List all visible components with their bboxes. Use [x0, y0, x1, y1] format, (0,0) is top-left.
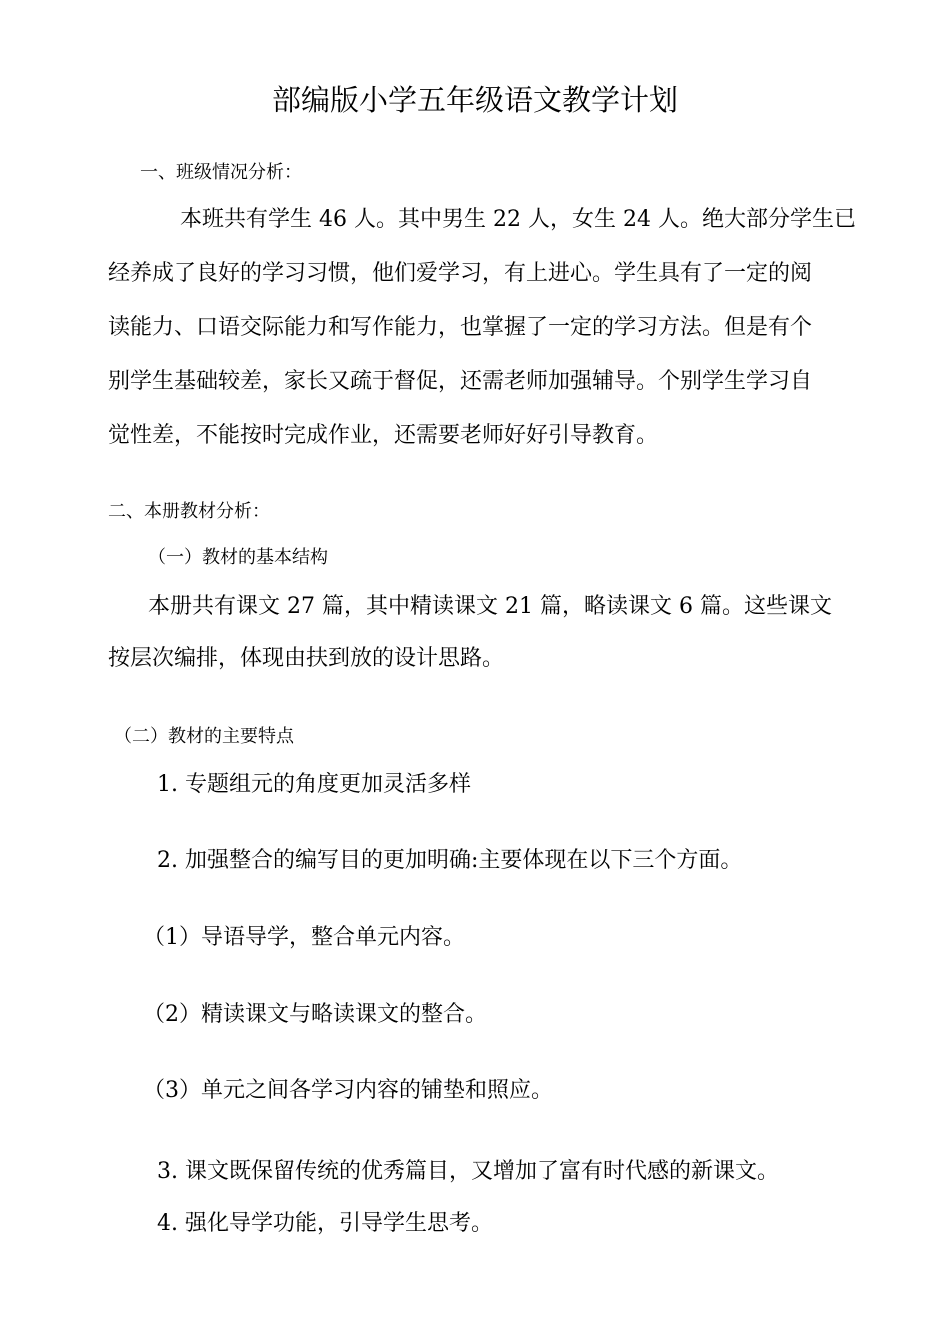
section2-heading: 二、本册教材分析：: [108, 501, 270, 522]
paragraph-line: 读能力、口语交际能力和写作能力，也掌握了一定的学习方法。但是有个: [108, 315, 813, 340]
list-item: 3. 课文既保留传统的优秀篇目，又增加了富有时代感的新课文。: [157, 1159, 779, 1184]
paragraph-line: 本册共有课文 27 篇，其中精读课文 21 篇，略读课文 6 篇。这些课文: [148, 594, 832, 619]
subsection2-heading: （二）教材的主要特点: [114, 726, 294, 747]
sub-list-item: （3）单元之间各学习内容的铺垫和照应。: [143, 1078, 553, 1103]
list-item: 2. 加强整合的编写目的更加明确:主要体现在以下三个方面。: [157, 848, 743, 873]
document-title: 部编版小学五年级语文教学计划: [271, 83, 678, 117]
paragraph-line: 觉性差，不能按时完成作业，还需要老师好好引导教育。: [108, 423, 659, 448]
list-item: 1. 专题组元的角度更加灵活多样: [157, 772, 471, 797]
subsection1-heading: （一）教材的基本结构: [148, 547, 328, 568]
paragraph-line: 本班共有学生 46 人。其中男生 22 人，女生 24 人。绝大部分学生已: [180, 207, 856, 232]
sub-list-item: （2）精读课文与略读课文的整合。: [143, 1002, 487, 1027]
paragraph-line: 别学生基础较差，家长又疏于督促，还需老师加强辅导。个别学生学习自: [108, 369, 813, 394]
paragraph-line: 经养成了良好的学习习惯，他们爱学习，有上进心。学生具有了一定的阅: [108, 261, 813, 286]
sub-list-item: （1）导语导学，整合单元内容。: [143, 925, 465, 950]
list-item: 4. 强化导学功能，引导学生思考。: [157, 1211, 493, 1236]
section1-heading: 一、班级情况分析：: [140, 162, 302, 183]
paragraph-line: 按层次编排，体现由扶到放的设计思路。: [108, 646, 505, 671]
